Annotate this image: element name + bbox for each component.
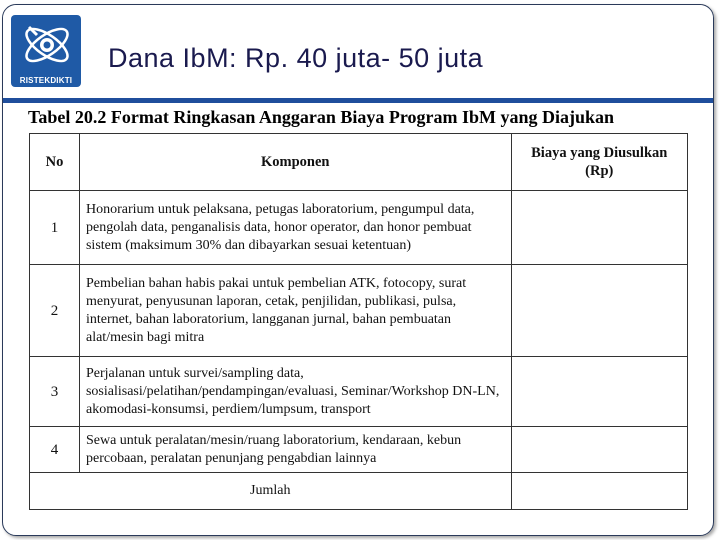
row-komponen: Honorarium untuk pelaksana, petugas laboratorium, pengumpul data, pengolah data, penganalisis data, honor operator, dan honor pembuat sistem (maksimum 30% dan dibayarkan sesuai ketentuan) [79, 191, 511, 265]
total-row [30, 473, 688, 510]
logo-text: RISTEKDIKTI [19, 76, 73, 85]
row-no: 4 [30, 427, 80, 473]
table-caption: Tabel 20.2 Format Ringkasan Anggaran Biaya Program IbM yang Diajukan [28, 107, 615, 127]
ristekdikti-emblem-icon [11, 15, 81, 75]
table-row [30, 357, 688, 427]
document-image [18, 103, 698, 513]
total-value [511, 473, 688, 510]
row-komponen: Perjalanan untuk survei/sampling data, sosialisasi/pelatihan/pendampingan/evaluasi, Seminar/Workshop DN-LN, akomodasi-konsumsi, perdiem/lumpsum, transport [79, 357, 511, 427]
slide-title: Dana IbM: Rp. 40 juta- 50 juta [108, 43, 484, 73]
header-biaya: Biaya yang Diusulkan (Rp) [511, 134, 688, 191]
row-biaya [511, 357, 688, 427]
row-no: 1 [30, 191, 80, 265]
table-row [30, 427, 688, 473]
row-biaya [511, 427, 688, 473]
table-header-row [30, 134, 688, 191]
row-no: 2 [30, 265, 80, 357]
total-label: Jumlah [30, 473, 512, 510]
table-row [30, 265, 688, 357]
budget-table [29, 133, 688, 510]
row-komponen: Pembelian bahan habis pakai untuk pembelian ATK, fotocopy, surat menyurat, penyusunan laporan, cetak, penjilidan, publikasi, pulsa, internet, bahan laboratorium, langganan jurnal, bahan pembuatan alat/mesin bagi mitra [79, 265, 511, 357]
header-komponen: Komponen [79, 134, 511, 191]
table-row [30, 191, 688, 265]
row-biaya [511, 265, 688, 357]
ristekdikti-logo [11, 15, 81, 87]
row-komponen: Sewa untuk peralatan/mesin/ruang laboratorium, kendaraan, kebun percobaan, peralatan penunjang pengabdian lainnya [79, 427, 511, 473]
title-bar [3, 5, 713, 98]
row-no: 3 [30, 357, 80, 427]
row-biaya [511, 191, 688, 265]
header-no: No [30, 134, 80, 191]
